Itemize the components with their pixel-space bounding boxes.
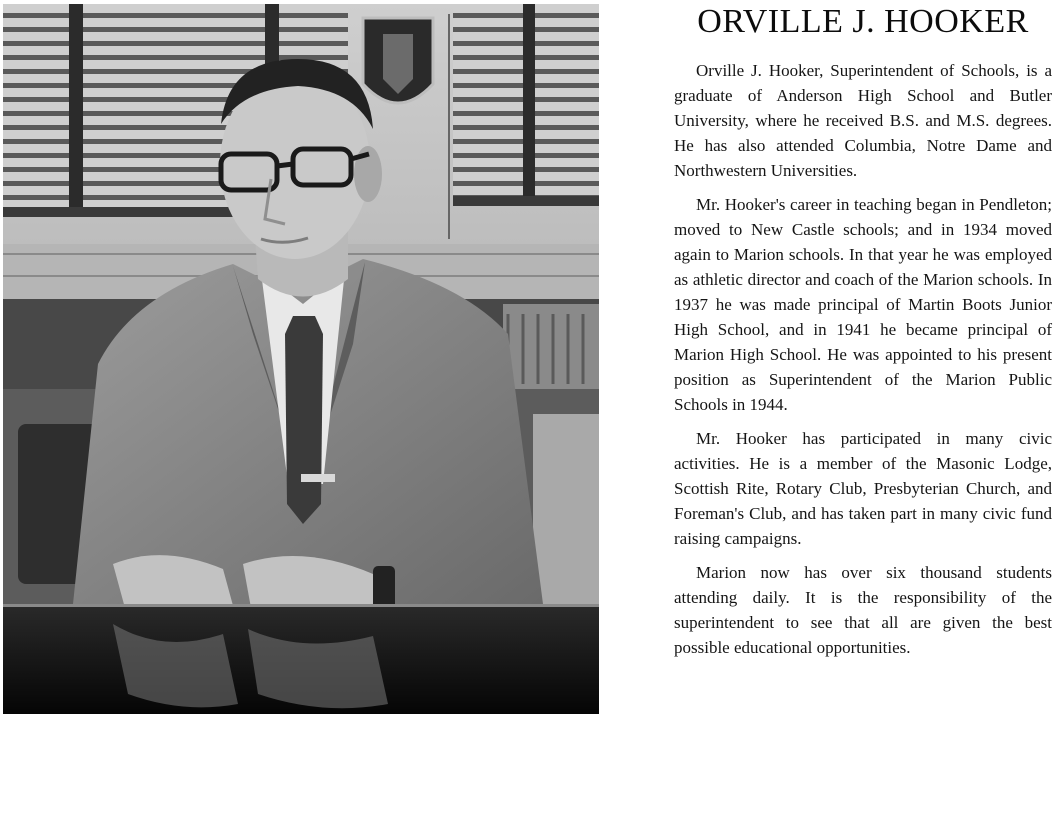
article-title: ORVILLE J. HOOKER (697, 3, 1029, 40)
necktie (285, 316, 323, 524)
portrait-illustration (3, 4, 599, 714)
paragraph-education: Orville J. Hooker, Superintendent of Schools, is a graduate of Anderson High School and Butler University, where he received B.S. and M.S. degrees. He has also attended Columbia, Notre Dame and Northwestern Universities. (674, 61, 1052, 180)
paragraph-career: Mr. Hooker's career in teaching began in Pendleton; moved to New Castle schools; and in 1934 moved again to Marion schools. In that year he was employed as athletic director and coach of the Marion schools. In 1937 he was made principal of Martin Boots Junior High School, and in 1941 he became principal of Marion High School. He was appointed to his present position as Superintendent of the Marion Public Schools in 1944. (674, 195, 1052, 414)
paragraph-civic-activities: Mr. Hooker has participated in many civic activities. He is a member of the Masonic Lodge, Scottish Rite, Rotary Club, Presbyterian Church, and Foreman's Club, and has taken part in many civic fund raising campaigns. (674, 429, 1052, 548)
portrait-photo (3, 4, 599, 714)
biography-article (674, 2, 1052, 669)
paragraph-responsibility: Marion now has over six thousand students attending daily. It is the responsibility of the superintendent to see that all are given the best possible educational opportunities. (674, 563, 1052, 657)
